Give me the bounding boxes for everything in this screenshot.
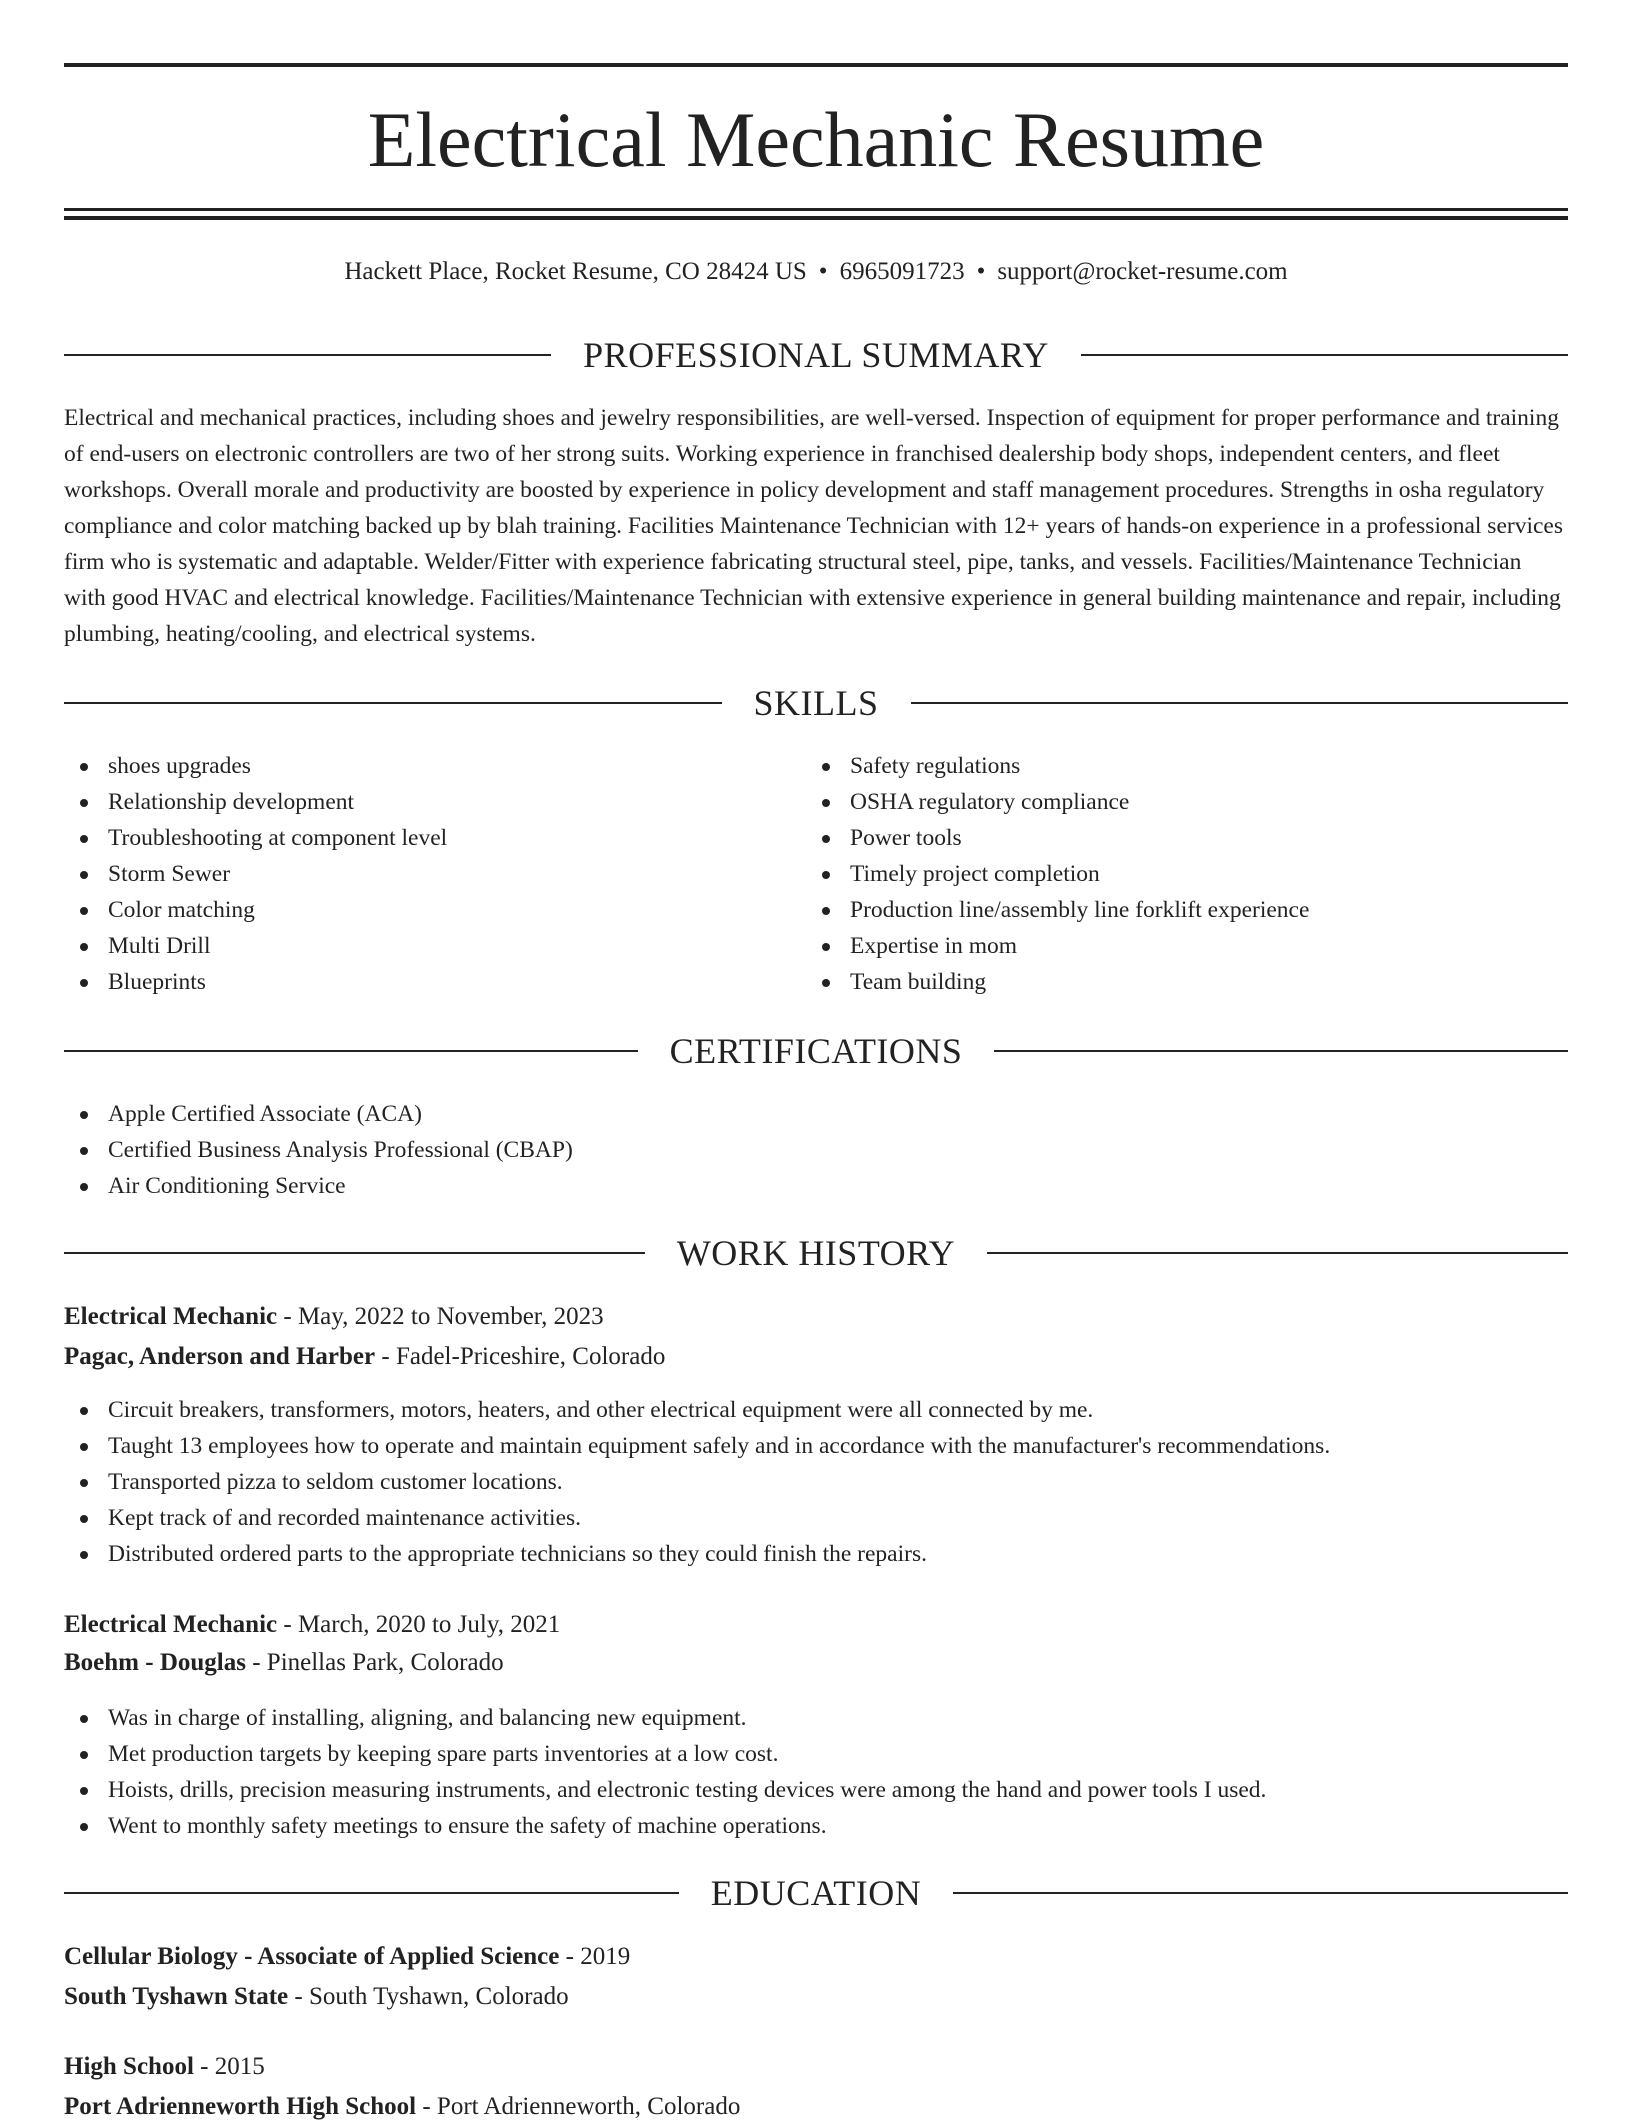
section-header-certifications — [64, 1029, 1568, 1073]
section-title-skills: SKILLS — [753, 683, 879, 723]
job-bullet: Was in charge of installing, aligning, and balancing new equipment. — [64, 1700, 1266, 1736]
section-title-education: EDUCATION — [710, 1873, 922, 1913]
job-location: - Fadel-Priceshire, Colorado — [375, 1343, 666, 1370]
skills-list-right — [806, 748, 1309, 1000]
divider-line — [64, 702, 722, 704]
job-title-line — [64, 1607, 1568, 1643]
certifications-list — [64, 1096, 573, 1204]
job-bullets — [64, 1700, 1266, 1844]
education-school: Port Adrienneworth High School — [64, 2093, 417, 2120]
job-company-line — [64, 1645, 1568, 1681]
job-bullets — [64, 1392, 1330, 1572]
contact-phone: 6965091723 — [839, 258, 965, 285]
skill-item: Expertise in mom — [806, 928, 1309, 964]
job-dates: - May, 2022 to November, 2023 — [277, 1303, 604, 1330]
education-school-line — [64, 2089, 1568, 2125]
contact-line — [64, 254, 1568, 290]
section-title-work-history: WORK HISTORY — [676, 1233, 956, 1273]
divider-line — [1081, 354, 1568, 356]
divider-line — [64, 1892, 679, 1894]
skill-item: Power tools — [806, 820, 1309, 856]
skill-item: Blueprints — [64, 964, 447, 1000]
certification-item: Air Conditioning Service — [64, 1168, 573, 1204]
job-bullet: Kept track of and recorded maintenance activities. — [64, 1500, 1330, 1536]
education-degree-line — [64, 1939, 1568, 1975]
divider-line — [64, 1050, 638, 1052]
contact-separator: • — [976, 258, 986, 285]
skill-item: Storm Sewer — [64, 856, 447, 892]
divider-line — [987, 1252, 1568, 1254]
education-year: - 2019 — [559, 1943, 631, 1970]
skill-item: OSHA regulatory compliance — [806, 784, 1309, 820]
divider-line — [994, 1050, 1568, 1052]
job-title: Electrical Mechanic — [64, 1611, 278, 1638]
skills-list-left — [64, 748, 447, 1000]
skill-item: Multi Drill — [64, 928, 447, 964]
skill-item: Relationship development — [64, 784, 447, 820]
education-degree: High School — [64, 2053, 194, 2080]
job-bullet: Met production targets by keeping spare parts inventories at a low cost. — [64, 1736, 1266, 1772]
divider-line — [911, 702, 1569, 704]
section-header-summary — [64, 333, 1568, 377]
job-bullet: Went to monthly safety meetings to ensure the safety of machine operations. — [64, 1808, 1266, 1844]
certification-item: Apple Certified Associate (ACA) — [64, 1096, 573, 1132]
section-header-education — [64, 1871, 1568, 1915]
contact-email: support@rocket-resume.com — [997, 258, 1288, 285]
job-title: Electrical Mechanic — [64, 1303, 278, 1330]
job-bullet: Taught 13 employees how to operate and maintain equipment safely and in accordance with the manufacturer's recommendations. — [64, 1428, 1330, 1464]
skill-item: Troubleshooting at component level — [64, 820, 447, 856]
education-location: - Port Adrienneworth, Colorado — [416, 2093, 741, 2120]
skill-item: Timely project completion — [806, 856, 1309, 892]
job-bullet: Transported pizza to seldom customer locations. — [64, 1464, 1330, 1500]
education-school-line — [64, 1979, 1568, 2015]
page-title: Electrical Mechanic Resume — [367, 96, 1265, 183]
job-bullet: Circuit breakers, transformers, motors, heaters, and other electrical equipment were all connected by me. — [64, 1392, 1330, 1428]
skill-item: Color matching — [64, 892, 447, 928]
contact-separator: • — [818, 258, 828, 285]
job-company: Boehm - Douglas — [64, 1649, 246, 1676]
skill-item: shoes upgrades — [64, 748, 447, 784]
summary-paragraph: Electrical and mechanical practices, including shoes and jewelry responsibilities, are well-versed. Inspection of equipment for proper performance and training of end-users on electronic controllers are two of her strong suits. Working experience in franchised dealership body shops, independent centers, and fleet workshops. Overall morale and productivity are boosted by experience in policy development and staff management procedures. Strengths in osha regulatory compliance and color matching backed up by blah training. Facilities Maintenance Technician with 12+ years of hands-on experience in a professional services firm who is systematic and adaptable. Welder/Fitter with experience fabricating structural steel, pipe, tanks, and vessels. Facilities/Maintenance Technician with good HVAC and electrical knowledge. Facilities/Maintenance Technician with extensive experience in general building maintenance and repair, including plumbing, heating/cooling, and electrical systems. — [64, 405, 1563, 647]
job-location: - Pinellas Park, Colorado — [245, 1649, 504, 1676]
divider-line — [64, 354, 551, 356]
job-bullet: Hoists, drills, precision measuring instruments, and electronic testing devices were among the hand and power tools I used. — [64, 1772, 1266, 1808]
section-title-summary: PROFESSIONAL SUMMARY — [583, 335, 1049, 375]
education-degree: Cellular Biology - Associate of Applied Science — [64, 1943, 560, 1970]
section-header-skills — [64, 681, 1568, 725]
divider-line — [953, 1892, 1568, 1894]
skill-item: Safety regulations — [806, 748, 1309, 784]
certification-item: Certified Business Analysis Professional (CBAP) — [64, 1132, 573, 1168]
education-location: - South Tyshawn, Colorado — [288, 1983, 569, 2010]
job-dates: - March, 2020 to July, 2021 — [277, 1611, 561, 1638]
top-rule — [64, 63, 1568, 67]
job-bullet: Distributed ordered parts to the appropriate technicians so they could finish the repairs. — [64, 1536, 1330, 1572]
job-company: Pagac, Anderson and Harber — [64, 1343, 376, 1370]
job-company-line — [64, 1339, 1568, 1375]
education-year: - 2015 — [193, 2053, 265, 2080]
job-title-line — [64, 1299, 1568, 1335]
skill-item: Production line/assembly line forklift experience — [806, 892, 1309, 928]
divider-line — [64, 1252, 645, 1254]
title-double-rule — [64, 208, 1568, 220]
education-degree-line — [64, 2049, 1568, 2085]
section-title-certifications: CERTIFICATIONS — [669, 1031, 963, 1071]
education-school: South Tyshawn State — [64, 1983, 289, 2010]
skill-item: Team building — [806, 964, 1309, 1000]
section-header-work-history — [64, 1231, 1568, 1275]
contact-address: Hackett Place, Rocket Resume, CO 28424 US — [344, 258, 807, 285]
